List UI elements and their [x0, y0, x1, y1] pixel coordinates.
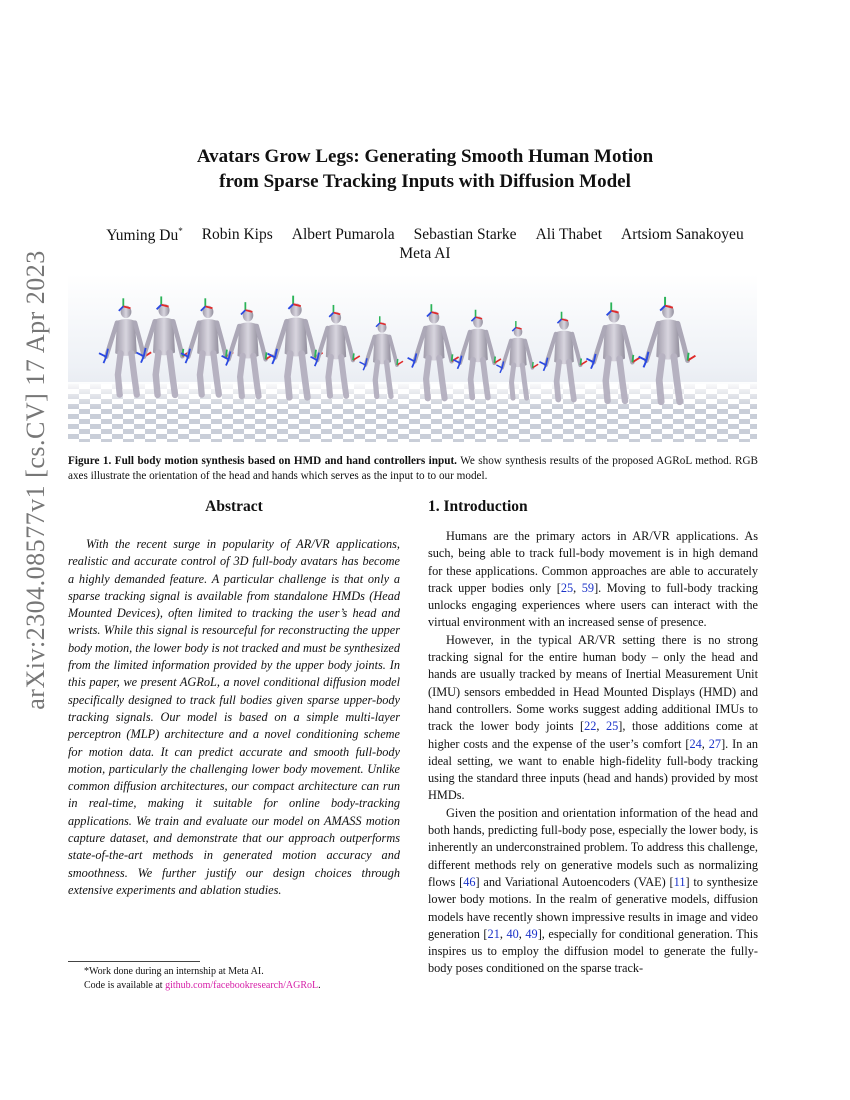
citation-link[interactable]: 40 [506, 926, 519, 941]
citation-link[interactable]: 21 [487, 926, 500, 941]
paper-title [95, 144, 755, 194]
citation-link[interactable]: 25 [605, 719, 619, 734]
abstract-text: With the recent surge in popularity of AR/VR applications, realistic and accurate control of 3D full-body avatars has become a highly demanded feature. A particular challenge is that only a sparse tracking signal is available from standalone HMDs (Head Mounted Devices), often limited to tracking the user’s head and wrists. While this signal is resourceful for reconstructing the upper body motion, the lower body is not tracked and must be synthesized from the limited information provided by the upper body joints. In this paper, we present AGRoL, a novel conditional diffusion model specifically designed to track full bodies given sparse upper-body tracking signals. Our model is based on a simple multi-layer perceptron (MLP) architecture and a novel conditioning scheme for motion data. It can predict accurate and smooth full-body motion, particularly the challenging lower body movement. Unlike common diffusion architectures, our compact architecture can run in real-time, making it suitable for online body-tracking applications. We train and evaluate our model on AMASS motion capture dataset, and demonstrate that our approach outperforms state-of-the-art methods in generated motion accuracy and smoothness. We further justify our design choices through extensive experiments and ablation studies. [68, 537, 400, 897]
intro-paragraph: Humans are the primary actors in AR/VR applications. As such, being able to track full-body movement is in high demand for these applications. Common approaches are able to accurately track upper bodies only [25, 59]. Moving to full-body tracking unlocks engaging experiences where users can interact with the virtual environment with an increased sense of presence. [428, 529, 758, 630]
author: Albert Pumarola [291, 226, 395, 243]
citation-link[interactable]: 24 [689, 736, 702, 751]
figure-caption [68, 454, 758, 484]
abstract-column [68, 496, 400, 899]
author: Artsiom Sanakoyeu [621, 226, 744, 243]
footnote-divider [68, 961, 200, 962]
citation-link[interactable]: 59 [581, 580, 595, 595]
author: Sebastian Starke [413, 226, 517, 243]
intro-paragraph: Given the position and orientation information of the head and both hands, predicting full-body pose, especially the lower body, is inherently an underconstrained problem. To address this challenge, different methods rely on generative models such as normalizing flows [46] and Variational Autoencoders (VAE) [11] to synthesize lower body motions. In the realm of generative models, diffusion models have recently shown impressive results in image and video generation [21, 40, 49], especially for conditional generation. This inspires us to employ the diffusion model to generate the fully-body poses conditioned on the sparse track- [428, 805, 758, 976]
intro-paragraph: However, in the typical AR/VR setting there is no strong tracking signal for the entire human body – only the head and hands are usually tracked by means of Inertial Measurement Unit (IMU) sensors embedded in Head Mounted Displays (HMD) and hand controllers. Some works suggest adding additional IMUs to track the lower body joints [22, 25], those additions come at higher costs and the expense of the user’s comfort [24, 27]. In an ideal setting, we want to enable high-fidelity full-body tracking using the standard three inputs (head and hands) provided by most HMDs. [428, 632, 758, 803]
teaser-figure-image [68, 274, 757, 442]
abstract-heading: Abstract [205, 498, 263, 515]
title-line-2: from Sparse Tracking Inputs with Diffusion Model [219, 171, 631, 192]
author: Yuming Du* [106, 226, 183, 245]
author-list [60, 226, 790, 245]
figure-caption-label: Figure 1. Full body motion synthesis based on HMD and hand controllers input. [68, 455, 457, 467]
affiliation: Meta AI [399, 245, 451, 262]
arxiv-id: arXiv:2304.08577v1 [cs.CV] 17 Apr 2023 [21, 250, 50, 710]
arxiv-stamp [16, 250, 56, 710]
author: Robin Kips [201, 226, 273, 243]
citation-link[interactable]: 49 [525, 926, 538, 941]
citation-link[interactable]: 46 [463, 874, 476, 889]
footnote-code: Code is available at github.com/facebookresearch/AGRoL. [84, 980, 321, 991]
citation-link[interactable]: 27 [708, 736, 722, 751]
citation-link[interactable]: 22 [584, 719, 597, 734]
author-footnote-mark: * [178, 226, 183, 236]
citation-link[interactable]: 11 [673, 874, 686, 889]
author: Ali Thabet [535, 226, 602, 243]
citation-link[interactable]: 25 [560, 580, 574, 595]
introduction-column [428, 496, 758, 978]
figure-caption-text: We show synthesis results of the proposed AGRoL method. RGB axes illustrate the orientation of the head and hands which serves as the input to to our model. [68, 455, 758, 482]
introduction-heading: 1. Introduction [428, 498, 528, 515]
footnote-internship: *Work done during an internship at Meta AI. [84, 966, 264, 977]
code-link[interactable]: github.com/facebookresearch/AGRoL [165, 980, 319, 991]
footnote [68, 965, 408, 993]
title-line-1: Avatars Grow Legs: Generating Smooth Human Motion [196, 146, 654, 167]
